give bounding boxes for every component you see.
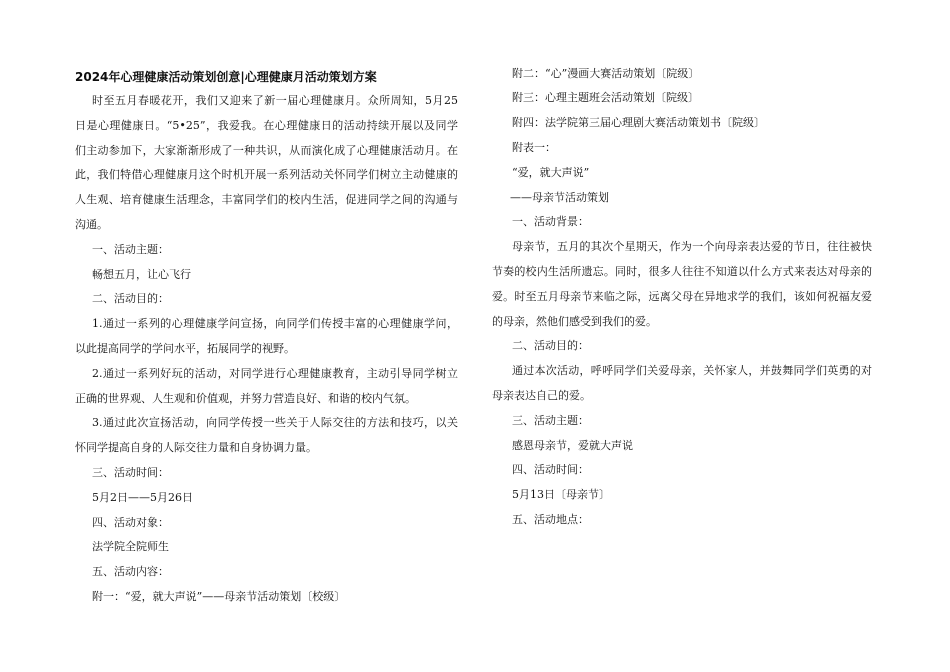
- attachment-item: 附三：心理主题班会活动策划〔院级〕: [512, 91, 699, 105]
- appendix-location-heading: 五、活动地点：: [512, 512, 589, 526]
- attachment-item: 附二：“心”漫画大赛活动策划〔院级〕: [512, 66, 700, 80]
- intro-line: 日是心理健康日。“5•25”，我爱我。在心理健康日的活动持续开展以及同学: [75, 118, 458, 132]
- appendix-title: “爱，就大声说”: [512, 165, 590, 179]
- purpose-item-1: [75, 312, 458, 362]
- appendix-time-heading: 四、活动时间：: [512, 463, 589, 477]
- intro-line: 沟通。: [75, 217, 108, 231]
- appendix-theme-heading: 三、活动主题：: [512, 413, 589, 427]
- time-text: 5月2日——5月26日: [92, 490, 193, 504]
- background-line: 母亲节，五月的其次个星期天，作为一个向母亲表达爱的节日，往往被快: [512, 240, 872, 254]
- purpose-item-3: [75, 411, 458, 461]
- background-paragraph: [492, 235, 872, 334]
- appendix-label: 附表一：: [512, 140, 556, 154]
- appendix-time-text: 5月13日〔母亲节〕: [512, 488, 610, 502]
- content-heading: 五、活动内容：: [92, 565, 169, 579]
- appendix-theme-text: 感恩母亲节，爱就大声说: [512, 438, 633, 452]
- appendix-purpose-heading: 二、活动目的：: [512, 339, 589, 353]
- document-title: 2024年心理健康活动策划创意|心理健康月活动策划方案: [75, 70, 377, 84]
- intro-line: 时至五月春暖花开，我们又迎来了新一届心理健康月。众所周知，5月25: [92, 94, 458, 107]
- theme-text: 畅想五月，让心飞行: [92, 267, 191, 281]
- purpose-line: 怀同学提高自身的人际交往力量和自身协调力量。: [75, 441, 317, 455]
- appendix-purpose-line: 母亲表达自己的爱。: [492, 388, 591, 402]
- audience-heading: 四、活动对象：: [92, 515, 169, 529]
- purpose-heading: 二、活动目的：: [92, 292, 169, 306]
- audience-text: 法学院全院师生: [92, 540, 169, 554]
- intro-line: 人生观、培育健康生活理念，丰富同学们的校内生活，促进同学之间的沟通与: [75, 193, 458, 207]
- theme-heading: 一、活动主题：: [92, 242, 169, 256]
- appendix-subtitle: ——母亲节活动策划: [510, 190, 609, 204]
- intro-paragraph: [75, 89, 458, 238]
- attachment-item: 附四：法学院第三届心理剧大赛活动策划书〔院级〕: [512, 116, 765, 130]
- background-line: 节奏的校内生活所遗忘。同时，很多人往往不知道以什么方式来表达对母亲的: [492, 264, 872, 278]
- purpose-line: 3.通过此次宣扬活动，向同学传授一些关于人际交往的方法和技巧，以关: [92, 416, 458, 430]
- attachment-item: 附一：“爱，就大声说”——母亲节活动策划〔校级〕: [92, 589, 346, 603]
- background-line: 爱。时至五月母亲节来临之际，远离父母在异地求学的我们，该如何祝福友爱: [492, 289, 872, 303]
- purpose-line: 2.通过一系列好玩的活动，对同学进行心理健康教育，主动引导同学树立: [92, 366, 458, 380]
- appendix-purpose-line: 通过本次活动，呼呼同学们关爱母亲，关怀家人，并鼓舞同学们英勇的对: [512, 364, 872, 378]
- appendix-purpose-paragraph: [492, 359, 872, 409]
- left-column: [75, 66, 458, 610]
- intro-line: 们主动参加下，大家渐渐形成了一种共识，从而演化成了心理健康活动月。在: [75, 143, 458, 157]
- right-column: [492, 62, 872, 533]
- background-line: 的母亲，然他们感受到我们的爱。: [492, 314, 657, 328]
- intro-line: 此，我们特借心理健康月这个时机开展一系列活动关怀同学们树立主动健康的: [75, 168, 458, 182]
- purpose-line: 正确的世界观、人生观和价值观，并努力营造良好、和谐的校内气氛。: [75, 391, 416, 405]
- purpose-line: 以此提高同学的学问水平，拓展同学的视野。: [75, 341, 295, 355]
- background-heading: 一、活动背景：: [512, 215, 589, 229]
- purpose-line: 1.通过一系列的心理健康学问宣扬，向同学们传授丰富的心理健康学问，: [92, 317, 458, 331]
- purpose-item-2: [75, 362, 458, 412]
- time-heading: 三、活动时间：: [92, 465, 169, 479]
